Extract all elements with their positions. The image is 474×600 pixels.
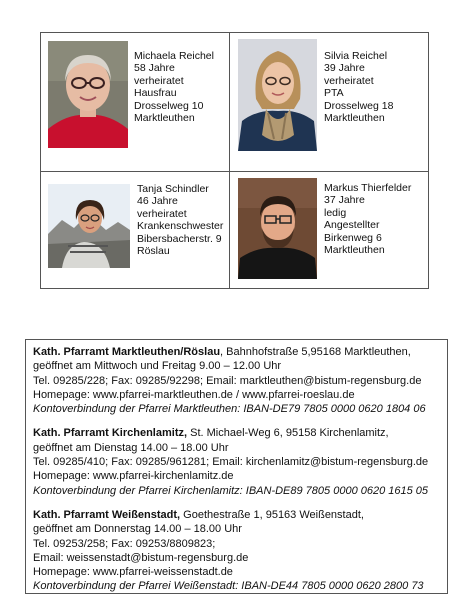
person-town: Marktleuthen [134,112,195,125]
person-job: PTA [324,87,344,100]
info-markus-thierfelder [324,182,411,256]
person-job: Hausfrau [134,87,177,100]
parish-weissenstadt [33,508,447,594]
person-job: Angestellter [324,219,380,232]
parish-address: St. Michael-Weg 6, 95158 Kirchenlamitz, [187,427,389,440]
person-age: 58 Jahre [134,62,175,75]
parish-contact-box [25,339,448,594]
person-age: 46 Jahre [137,195,178,208]
info-michaela-reichel [134,50,214,124]
parish-address: Goethestraße 1, 95163 Weißenstadt, [180,508,364,521]
candidate-grid [40,32,429,289]
person-job: Krankenschwester [137,220,224,233]
info-tanja-schindler [137,183,223,257]
person-status: verheiratet [137,207,187,220]
parish-homepage[interactable]: Homepage: www.pfarrei-weissenstadt.de [33,566,233,579]
person-age: 39 Jahre [324,62,365,75]
person-name: Michaela Reichel [134,50,214,62]
parish-name: Kath. Pfarramt Weißenstadt, [33,508,181,521]
parish-email[interactable]: Email: weissenstadt@bistum-regensburg.de [33,551,249,564]
person-status: ledig [324,206,347,219]
parish-contact: Tel. 09253/258; Fax: 09253/8809823; [33,537,216,550]
parish-hours: geöffnet am Mittwoch und Freitag 9.00 – 12.00 Uhr [33,360,282,373]
parish-homepage[interactable]: Homepage: www.pfarrei-marktleuthen.de / www.pfarrei-roeslau.de [33,388,355,401]
info-silvia-reichel [324,50,393,124]
grid-divider-horizontal [41,171,428,172]
grid-divider-vertical [229,33,230,288]
parish-hours: geöffnet am Donnerstag 14.00 – 18.00 Uhr [33,523,242,536]
person-age: 37 Jahre [324,194,365,207]
person-street: Drosselweg 10 [134,99,204,112]
parish-name: Kath. Pfarramt Kirchenlamitz, [33,427,188,440]
person-town: Marktleuthen [324,244,385,257]
parish-marktleuthen [33,345,447,416]
photo-tanja-schindler [48,184,130,268]
parish-contact[interactable]: Tel. 09285/228; Fax: 09285/92298; Email: marktleuthen@bistum-regensburg.de [33,374,422,387]
parish-homepage[interactable]: Homepage: www.pfarrei-kirchenlamitz.de [33,470,234,483]
parish-kirchenlamitz [33,426,447,497]
parish-hours: geöffnet am Dienstag 14.00 – 18.00 Uhr [33,441,229,454]
person-status: verheiratet [134,74,184,87]
person-street: Birkenweg 6 [324,231,382,244]
parish-account: Kontoverbindung der Pfarrei Marktleuthen: IBAN-DE79 7805 0000 0620 1804 06 [33,403,426,416]
parish-account: Kontoverbindung der Pfarrei Weißenstadt: IBAN-DE44 7805 0000 0620 2800 73 [33,580,424,593]
parish-address: , Bahnhofstraße 5,95168 Marktleuthen, [220,346,411,358]
parish-name: Kath. Pfarramt Marktleuthen/Röslau [33,346,221,358]
person-name: Markus Thierfelder [324,182,412,194]
person-town: Marktleuthen [324,112,385,125]
photo-silvia-reichel [238,39,317,151]
person-name: Silvia Reichel [324,50,388,62]
person-street: Drosselweg 18 [324,99,394,112]
person-name: Tanja Schindler [137,183,209,195]
person-town: Röslau [137,245,170,258]
photo-markus-thierfelder [238,178,317,279]
parish-account: Kontoverbindung der Pfarrei Kirchenlamitz: IBAN-DE89 7805 0000 0620 1615 05 [33,484,429,497]
person-street: Bibersbacherstr. 9 [137,232,222,245]
person-status: verheiratet [324,74,374,87]
photo-michaela-reichel [48,41,128,148]
parish-contact[interactable]: Tel. 09285/410; Fax: 09285/961281; Email: kirchenlamitz@bistum-regensburg.de [33,456,429,469]
